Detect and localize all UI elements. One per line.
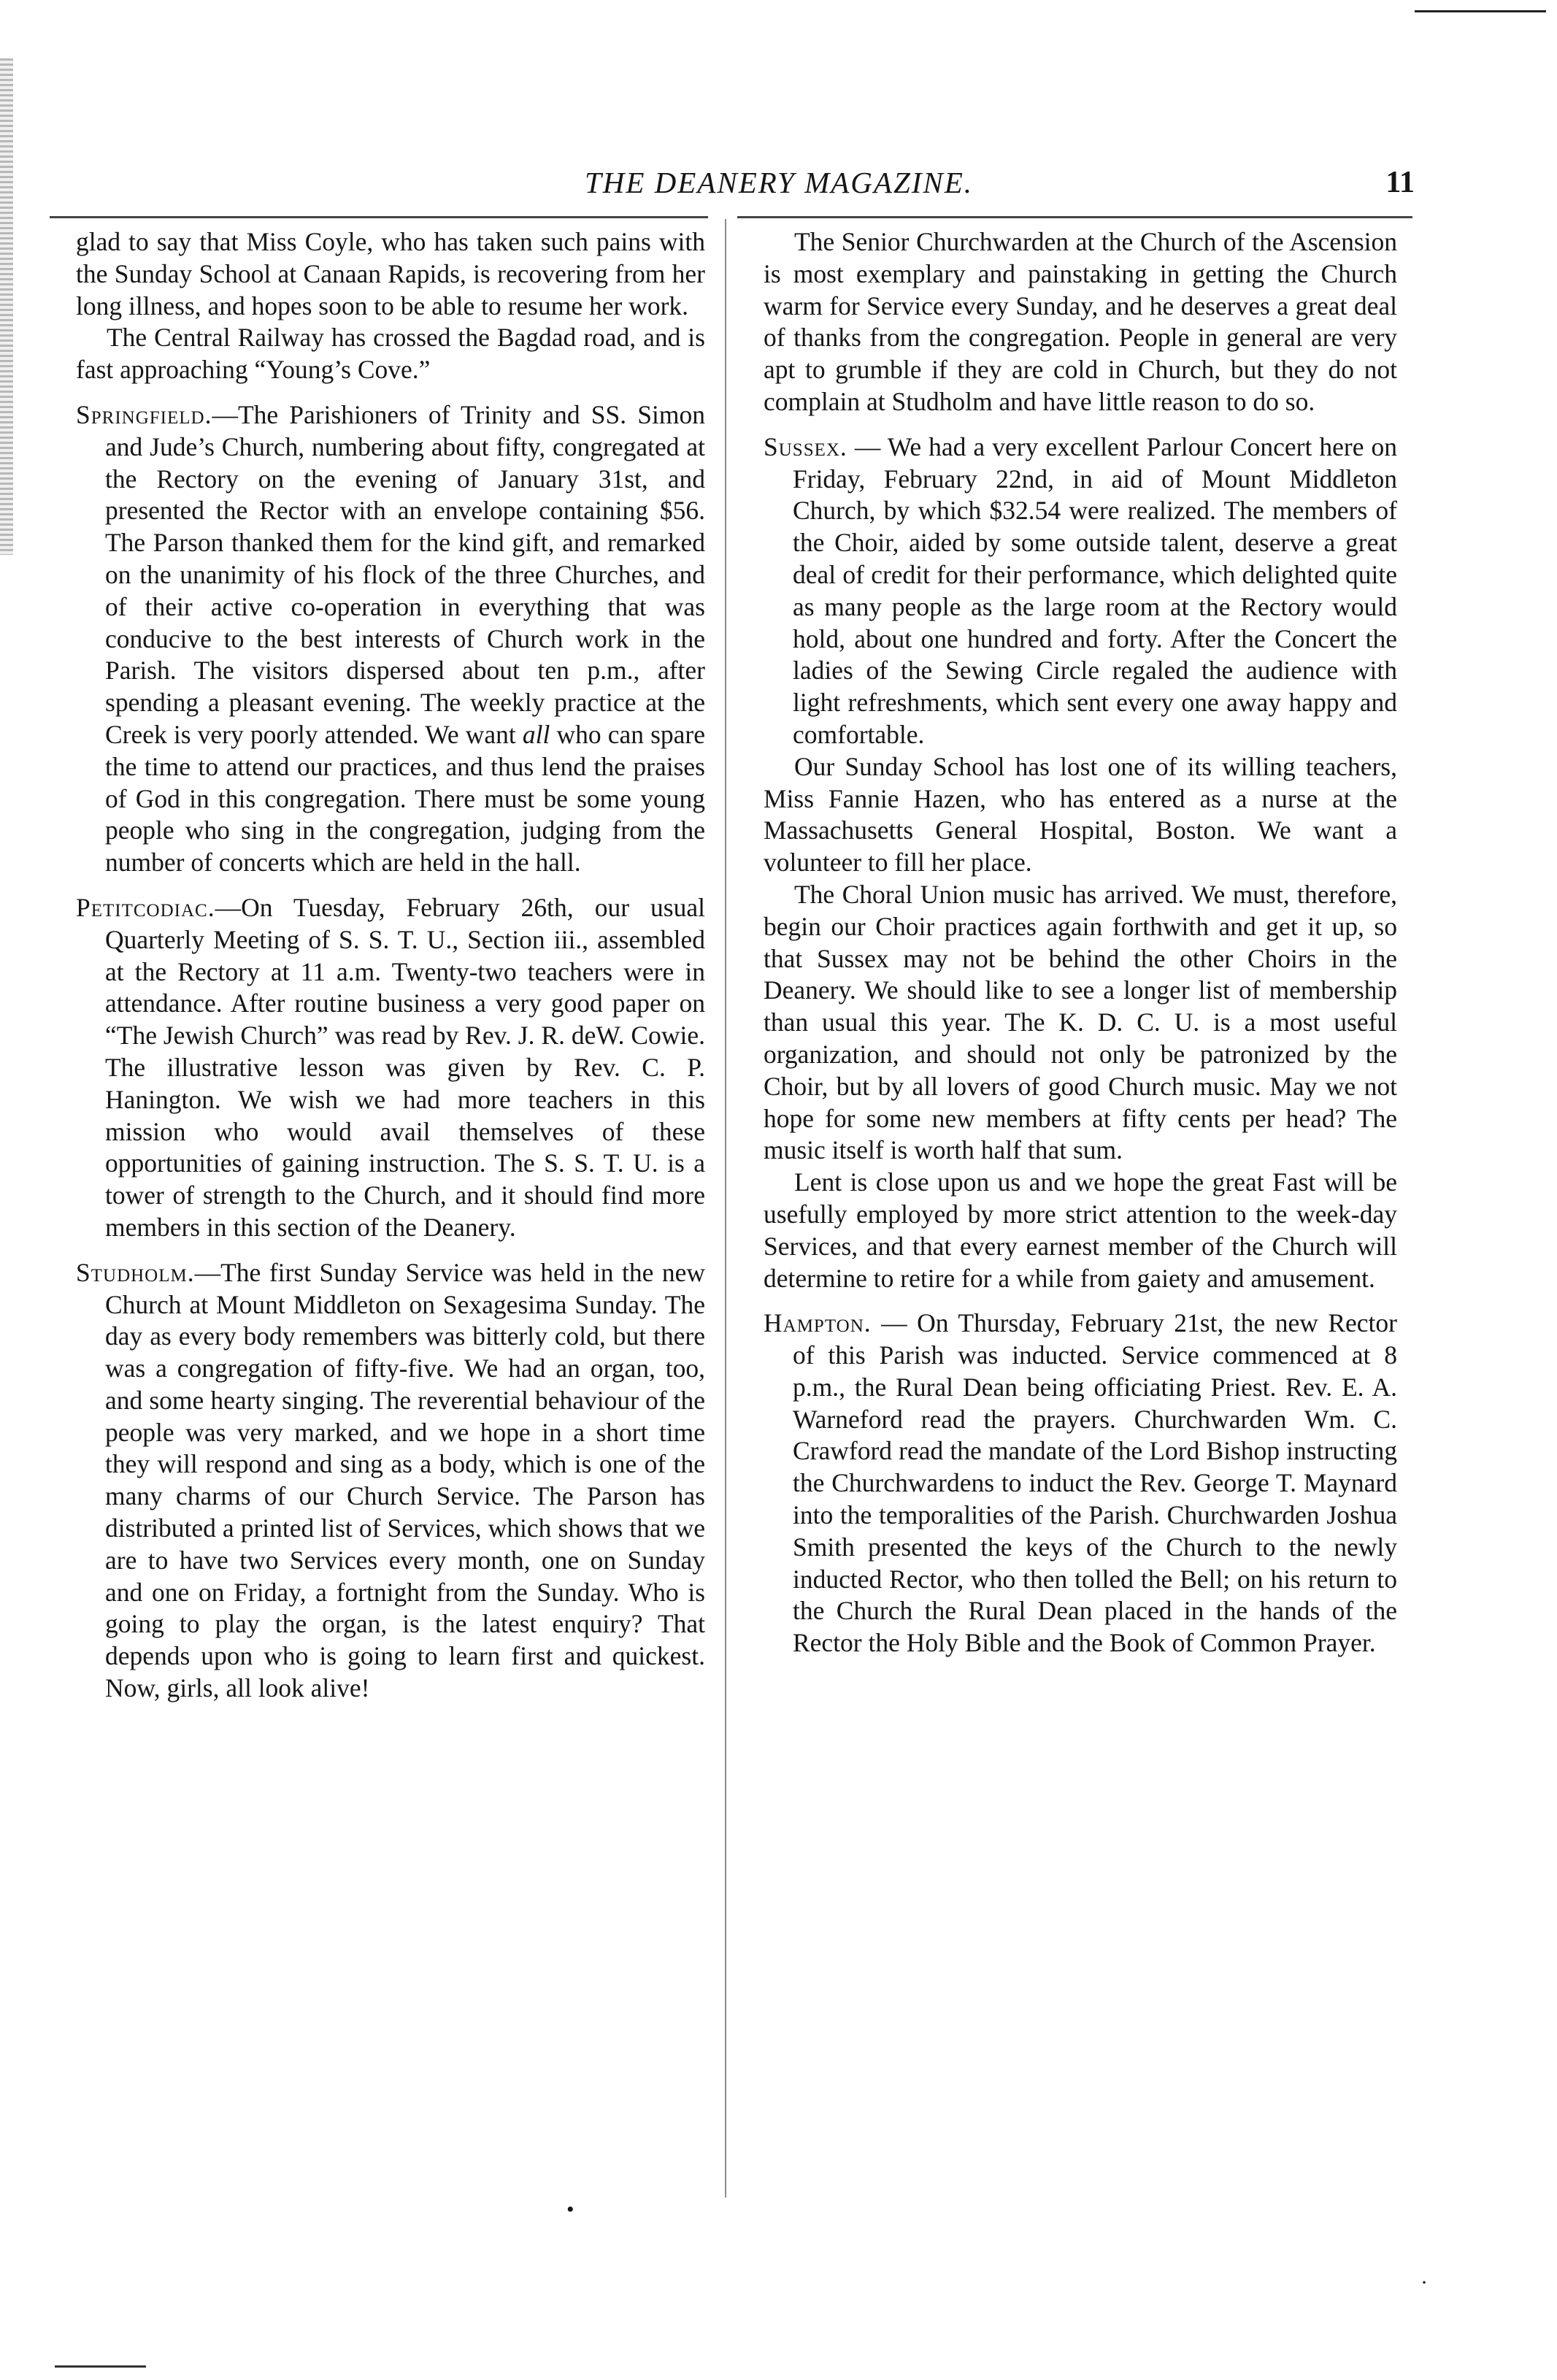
- running-title: THE DEANERY MAGAZINE.: [584, 166, 974, 199]
- page-number: 11: [1385, 166, 1415, 199]
- studholm-text: —The first Sunday Service was held in the new Church at Mount Middleton on Sexagesima Sunday. The day as every body remembers was bitterly cold, but there was a congregation of fifty-five. We had an organ, too, and some hearty singing. The reverential behaviour of the people was very marked, and we hope in a short time they will respond and sing as a body, which is one of the many charms of our Church Service. The Parson has distributed a printed list of Services, which shows that we are to have two Services every month, one on Sunday and one on Friday, a fortnight from the Sunday. Who is going to play the organ, is the latest enquiry? That depends upon who is going to learn first and quickest. Now, girls, all look alive!: [105, 1257, 705, 1703]
- section-hampton: [764, 1308, 1397, 1659]
- ink-speck: ·: [1420, 2270, 1428, 2295]
- section-sussex: [764, 431, 1397, 751]
- petitcodiac-text: —On Tuesday, February 26th, our usual Quarterly Meeting of S. S. T. U., Section iii., assembled at the Rectory at 11 a.m. Twenty-two teachers were in attendance. After routine business a very good paper on “The Jewish Church” was read by Rev. J. R. deW. Cowie. The illustrative lesson was given by Rev. C. P. Hanington. We wish we had more teachers in this mission who would avail themselves of these opportunities of gaining instruction. The S. S. T. U. is a tower of strength to the Church, and it should find more members in this section of the Deanery.: [105, 892, 705, 1242]
- paragraph-sunday-school: Our Sunday School has lost one of its willing teachers, Miss Fannie Hazen, who has entered as a nurse at the Massachusetts General Hospital, Boston. We want a volunteer to fill her place.: [764, 751, 1397, 878]
- section-heading-sussex: Sussex.: [764, 431, 847, 461]
- corner-rule: [1415, 10, 1546, 12]
- paragraph-railway: The Central Railway has crossed the Bagdad road, and is fast approaching “Young’s Cove.”: [76, 323, 705, 385]
- section-springfield: [76, 399, 705, 879]
- column-divider: [725, 219, 726, 2197]
- section-studholm: [76, 1257, 705, 1705]
- section-heading-petitcodiac: Petitcodiac.: [76, 892, 215, 922]
- section-heading-hampton: Hampton.: [764, 1308, 872, 1338]
- springfield-text-b: who can spare the time to attend our practices, and thus lend the praises of God in this congregation. There must be some young people who sing in the congregation, judging from the number of concerts which are held in the hall.: [105, 719, 705, 878]
- springfield-italic: all: [522, 719, 550, 749]
- binding-edge-strip: [0, 58, 13, 555]
- hampton-text: — On Thursday, February 21st, the new Rector of this Parish was inducted. Service commenced at 8 p.m., the Rural Dean being officiating Priest. Rev. E. A. Warneford read the prayers. Churchwarden Wm. C. Crawford read the mandate of the Lord Bishop instructing the Churchwardens to induct the Rev. George T. Maynard into the temporalities of the Parish. Churchwarden Joshua Smith presented the keys of the Church to the newly inducted Rector, who then tolled the Bell; on his return to the Church the Rural Dean placed in the hands of the Rector the Holy Bible and the Book of Common Prayer.: [793, 1308, 1397, 1658]
- paragraph-churchwarden: The Senior Churchwarden at the Church of the Ascension is most exemplary and painstaking in getting the Church warm for Service every Sunday, and he deserves a great deal of thanks from the congregation. People in general are very apt to grumble if they are cold in Church, but they do not complain at Studholm and have little reason to do so.: [764, 227, 1397, 416]
- header-rule-right: [737, 216, 1412, 218]
- right-column: [764, 226, 1397, 1659]
- sussex-text: — We had a very excellent Parlour Concert here on Friday, February 22nd, in aid of Mount Middleton Church, by which $32.54 were realized. The members of the Choir, aided by some outside talent, deserve a great deal of credit for their performance, which delighted quite as many people as the large room at the Rectory would hold, about one hundred and forty. After the Concert the ladies of the Sewing Circle regaled the audience with light refreshments, which sent every one away happy and comfortable.: [793, 431, 1397, 749]
- header-rule-left: [50, 216, 708, 218]
- page-header: [44, 165, 1431, 209]
- footer-rule: [55, 2365, 146, 2368]
- section-petitcodiac: [76, 892, 705, 1244]
- paragraph-lent: Lent is close upon us and we hope the great Fast will be usefully employed by more strict attention to the week-day Services, and that every earnest member of the Church will determine to retire for a while from gaiety and amusement.: [764, 1167, 1397, 1293]
- section-heading-studholm: Studholm.: [76, 1257, 195, 1287]
- paragraph-coyle: glad to say that Miss Coyle, who has taken such pains with the Sunday School at Canaan Rapids, is recovering from her long illness, and hopes soon to be able to resume her work.: [76, 227, 705, 320]
- section-heading-springfield: Springfield.: [76, 399, 212, 429]
- ink-dot: •: [566, 2197, 574, 2222]
- springfield-text-a: —The Parishioners of Trinity and SS. Simon and Jude’s Church, numbering about fifty, congregated at the Rectory on the evening of January 31st, and presented the Rector with an envelope containing $56. The Parson thanked them for the kind gift, and remarked on the unanimity of his flock of the three Churches, and of their active co-operation in everything that was conducive to the best interests of Church work in the Parish. The visitors dispersed about ten p.m., after spending a pleasant evening. The weekly practice at the Creek is very poorly attended. We want: [105, 399, 705, 749]
- paragraph-choral-union: The Choral Union music has arrived. We must, therefore, begin our Choir practices again forthwith and get it up, so that Sussex may not be behind the other Choirs in the Deanery. We should like to see a longer list of membership than usual this year. The K. D. C. U. is a most useful organization, and should not only be patronized by the Choir, but by all lovers of good Church music. May we not hope for some new members at fifty cents per head? The music itself is worth half that sum.: [764, 879, 1397, 1165]
- left-column: [76, 226, 705, 1705]
